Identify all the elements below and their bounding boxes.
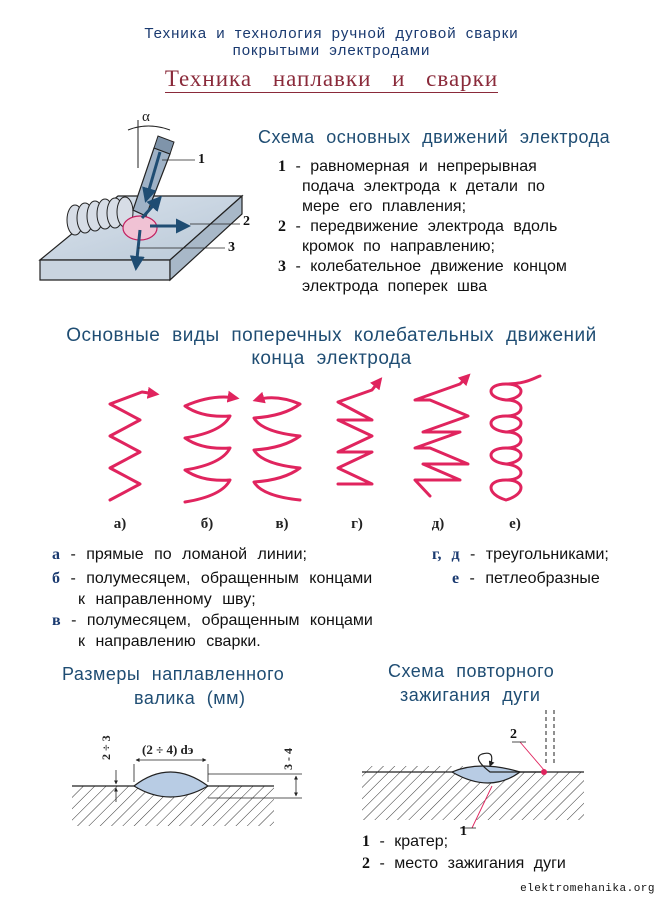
plate-front-face [40, 260, 170, 280]
oscillation-patterns [90, 372, 560, 512]
callout-1: 1 [460, 824, 467, 839]
legend-v-key: в [52, 612, 61, 629]
reignite-legend: 1 - кратер; 2 - место зажигания дуги [362, 833, 566, 872]
legend-a-key: а [52, 546, 60, 563]
electrode-movement-diagram [30, 108, 260, 298]
label-e: е) [509, 516, 521, 532]
header-line-2: покрытыми электродами [232, 42, 431, 59]
scheme-item-2-num: 2 [278, 218, 286, 235]
scheme-item-1-line-3: мере его плавления; [302, 198, 467, 215]
legend-b-line-1: полумесяцем, обращенным концами [86, 570, 373, 587]
width-label: (2 ÷ 4) dэ [142, 742, 194, 757]
reignite-legend-2-num: 2 [362, 855, 370, 872]
oscillation-heading-1: Основные виды поперечных колебательных движений [66, 325, 597, 346]
legend-gd-text: треугольниками; [485, 546, 609, 563]
label-v: в) [275, 516, 289, 532]
label-b: б) [200, 516, 214, 532]
scheme-item-3-num: 3 [278, 258, 286, 275]
bead-dimensions-diagram [70, 720, 320, 835]
label-d: д) [431, 516, 445, 532]
pattern-d-triangles [338, 380, 380, 484]
reignite-legend-1-text: кратер; [394, 833, 449, 850]
scheme-item-2: 2 - передвижение электрода вдоль кромок по направлению; [278, 218, 558, 255]
reignite-heading-2: зажигания дуги [400, 685, 541, 705]
alpha-label: α [142, 109, 150, 125]
scheme-item-2-line-2: кромок по направлению; [302, 238, 495, 255]
scheme-item-1-line-2: подача электрода к детали по [302, 178, 545, 195]
scheme-item-3-line-1: колебательное движение концом [310, 258, 567, 275]
scheme-item-1-line-1: равномерная и непрерывная [310, 158, 537, 175]
callout-2: 2 [243, 214, 250, 229]
reignite-legend-2-text: место зажигания дуги [394, 855, 566, 872]
legend-gd: г, д - треугольниками; [432, 546, 609, 563]
label-a: а) [113, 516, 127, 532]
scheme-item-3: 3 - колебательное движение концом электрода поперек шва [278, 258, 567, 295]
callout-3: 3 [228, 240, 235, 255]
legend-gd-key: г, д [432, 546, 460, 563]
legend-b-line-2: к направленному шву; [78, 591, 256, 608]
callout-2: 2 [510, 727, 517, 742]
pattern-e-triangles [415, 376, 468, 496]
arc-reignition-diagram [360, 710, 590, 840]
page-title-text: Техника наплавки и сварки [164, 66, 499, 91]
oscillation-heading-2: конца электрода [251, 348, 412, 369]
reignite-heading-1: Схема повторного [388, 661, 555, 681]
legend-b: б - полумесяцем, обращенным концами к направленному шву; [52, 570, 373, 608]
label-g: г) [351, 516, 363, 532]
scheme-heading: Схема основных движений электрода [258, 127, 611, 147]
legend-e: е - петлеобразные [452, 570, 600, 587]
site-watermark: elektromehanika.org [520, 883, 655, 895]
pattern-f-loops [491, 376, 540, 500]
scheme-item-3-line-2: электрода поперек шва [302, 278, 488, 295]
pattern-a-zigzag [110, 392, 156, 500]
header-line-1: Техника и технология ручной дуговой сварки [144, 25, 519, 42]
callout-1: 1 [198, 152, 205, 167]
bead-heading-1: Размеры наплавленного [62, 664, 285, 684]
height-label: 2 ÷ 3 [99, 735, 113, 760]
pattern-c-crescent [254, 398, 300, 500]
legend-a-text: прямые по ломаной линии; [86, 546, 307, 563]
legend-e-text: петлеобразные [485, 570, 600, 587]
scheme-item-1: 1 - равномерная и непрерывная подача электрода к детали по мере его плавления; [278, 158, 545, 215]
bead-heading-2: валика (мм) [134, 688, 246, 708]
page-title [0, 66, 663, 92]
legend-b-key: б [52, 570, 60, 587]
angle-arc [128, 126, 170, 130]
legend-v-line-1: полумесяцем, обращенным концами [86, 612, 373, 629]
legend-v-line-2: к направлению сварки. [78, 633, 261, 650]
legend-a: а - прямые по ломаной линии; [52, 546, 307, 563]
pattern-b-crescent [185, 397, 236, 502]
legend-e-key: е [452, 570, 460, 587]
legend-v: в - полумесяцем, обращенным концами к направлению сварки. [52, 612, 373, 650]
depth-label: 3 - 4 [281, 748, 295, 770]
scheme-item-2-line-1: передвижение электрода вдоль [310, 218, 558, 235]
scheme-item-1-num: 1 [278, 158, 286, 175]
reignite-legend-1-num: 1 [362, 833, 370, 850]
